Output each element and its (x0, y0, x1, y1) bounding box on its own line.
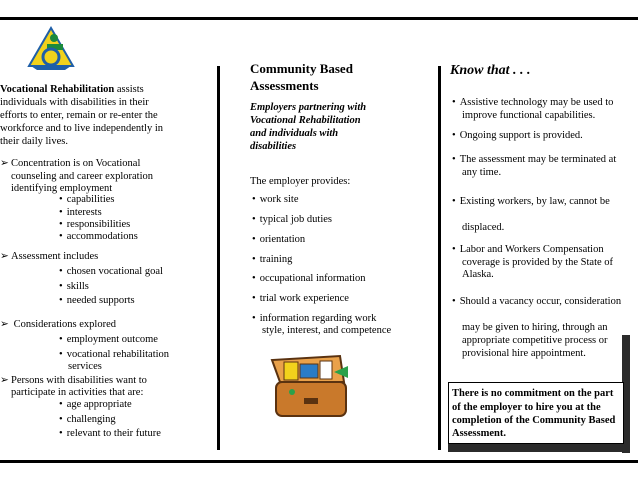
list-item: • trial work experience (252, 292, 349, 305)
intro-line-3: efforts to enter, remain or re-enter the (0, 110, 158, 121)
list-item: • relevant to their future (59, 427, 161, 440)
know-item-3: • The assessment may be terminated at (452, 153, 616, 166)
concentration-line-2: counseling and career exploration (11, 171, 153, 182)
divider-left (217, 66, 220, 450)
considerations-title-text: Considerations explored (13, 319, 116, 330)
subtitle-line-3: and individuals with (250, 128, 339, 139)
subtitle-line-4: disabilities (250, 141, 297, 152)
commitment-line-3: completion of the Community Based (452, 415, 616, 426)
concentration-line-1 (0, 157, 140, 170)
list-item: • typical job duties (252, 213, 332, 226)
arrow-icon: ➢ (0, 319, 9, 330)
list-item-continued: services (68, 361, 102, 372)
arrow-icon: ➢ (0, 158, 9, 169)
intro-bold: Vocational Rehabilitation (0, 84, 115, 95)
know-item-1: • Assistive technology may be used to (452, 96, 613, 109)
list-item: • capabilities (59, 193, 115, 206)
considerations-title (0, 318, 116, 331)
commitment-line-1: There is no commitment on the part (452, 388, 614, 399)
list-item: • information regarding work (252, 312, 376, 325)
list-item: • training (252, 253, 292, 266)
know-item-6-cont-1: may be given to hiring, through an (462, 322, 608, 333)
subtitle-line-1: Employers partnering with (250, 102, 367, 113)
accessibility-logo-icon (27, 26, 75, 72)
know-item-2: • Ongoing support is provided. (452, 129, 583, 142)
list-item: • age appropriate (59, 398, 132, 411)
know-item-6-cont-2: appropriate competitive process or (462, 335, 608, 346)
employer-provides: The employer provides: (250, 176, 351, 187)
list-item: • work site (252, 193, 298, 206)
list-item: • accommodations (59, 230, 138, 243)
know-item-5-cont-1: coverage is provided by the State of (462, 257, 614, 268)
list-item: • needed supports (59, 294, 135, 307)
list-item: • skills (59, 280, 89, 293)
commitment-line-2: of the employer to hire you at the (452, 402, 601, 413)
know-item-3-cont: any time. (462, 167, 502, 178)
list-item: • orientation (252, 233, 305, 246)
list-item: • challenging (59, 413, 116, 426)
know-item-5-cont-2: Alaska. (462, 269, 494, 280)
list-item: • employment outcome (59, 333, 158, 346)
bottom-rule (0, 460, 638, 463)
intro-line-5: their daily lives. (0, 136, 68, 147)
intro-line-2: individuals with disabilities in their (0, 97, 149, 108)
know-item-4-cont: displaced. (462, 222, 505, 233)
list-item: • interests (59, 206, 102, 219)
know-item-6-cont-3: provisional hire appointment. (462, 348, 586, 359)
concentration-text-1: Concentration is on Vocational (11, 158, 141, 169)
know-that-title: Know that . . . (450, 63, 531, 78)
assessment-title (0, 250, 98, 263)
persons-line-2: participate in activities that are: (11, 387, 144, 398)
intro-rest: assists (114, 84, 144, 95)
know-item-6: • Should a vacancy occur, consideration (452, 295, 621, 308)
intro-line-1 (0, 83, 144, 96)
commitment-line-4: Assessment. (452, 428, 506, 439)
know-item-5: • Labor and Workers Compensation (452, 243, 604, 256)
top-rule (0, 17, 638, 20)
decorative-shadow-bottom (448, 444, 630, 452)
know-item-1-cont: improve functional capabilities. (462, 110, 596, 121)
column-2-title-2: Assessments (250, 78, 319, 93)
arrow-icon: ➢ (0, 375, 9, 386)
commitment-box (448, 382, 624, 444)
list-item: • vocational rehabilitation (59, 348, 169, 361)
assessment-title-text: Assessment includes (11, 251, 99, 262)
subtitle-line-2: Vocational Rehabilitation (250, 115, 361, 126)
list-item: • chosen vocational goal (59, 265, 163, 278)
intro-line-4: workforce and to live independently in (0, 123, 163, 134)
list-item: • occupational information (252, 272, 366, 285)
know-item-4: • Existing workers, by law, cannot be (452, 195, 610, 208)
arrow-icon: ➢ (0, 251, 9, 262)
list-item: • responsibilities (59, 218, 130, 231)
column-2-title-1: Community Based (250, 61, 353, 76)
divider-right (438, 66, 441, 450)
concentration-line-3: identifying employment (11, 183, 113, 194)
briefcase-icon (270, 352, 352, 420)
list-item-continued: style, interest, and competence (262, 325, 392, 336)
persons-text-1: Persons with disabilities want to (11, 375, 147, 386)
